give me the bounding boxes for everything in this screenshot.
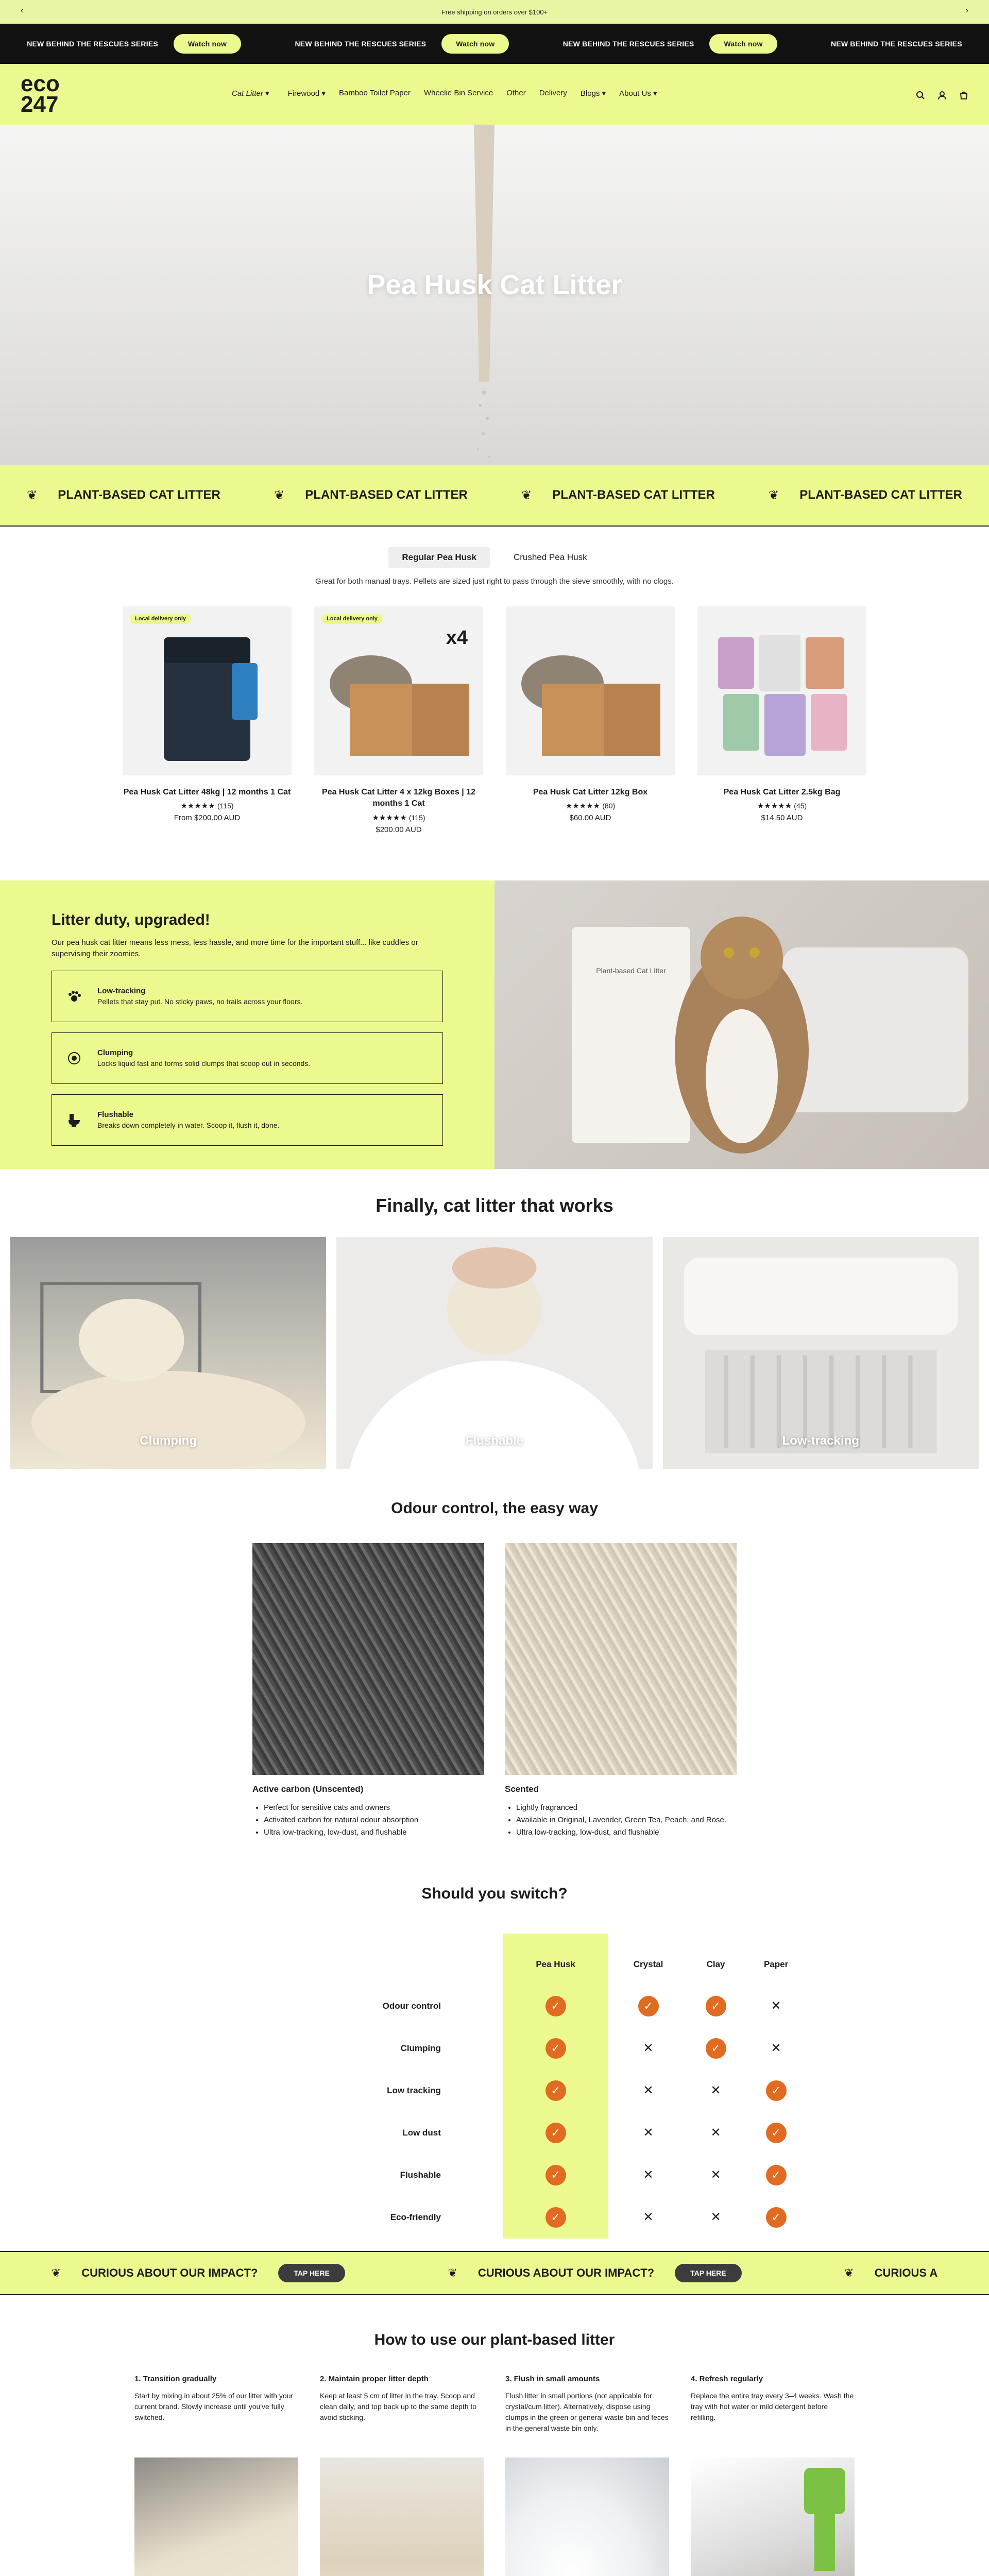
comparison-row [180,2070,809,2112]
option-point: • Available in Original, Lavender, Green Tea, Peach, and Rose. [516,1814,737,1826]
check-icon: ✓ [503,2196,608,2239]
promo-marquee [0,24,989,64]
product-rating: ★★★★★ (115) [180,802,234,811]
prev-arrow-icon[interactable]: ‹ [21,6,24,15]
benefit-card-clumping [10,1237,326,1469]
marquee-text: PLANT-BASED CAT LITTER [552,488,715,502]
step-desc: Keep at least 5 cm of litter in the tray. Scoop and clean daily, and top back up to the same depth to avoid sticking. [320,2391,477,2421]
product-card[interactable] [697,606,866,834]
product-image[interactable] [506,606,675,775]
logo-line-1: eco [21,71,60,97]
comparison-row [180,2196,809,2239]
nav-firewood[interactable]: Firewood ▾ [287,89,326,98]
product-price: $60.00 AUD [569,814,611,823]
cross-icon: ✕ [771,1999,781,2013]
cross-icon: ✕ [771,2041,781,2056]
step-image [320,2458,484,2576]
product-price: $200.00 AUD [376,825,422,834]
check-icon: ✓ [743,2196,809,2239]
marquee-text: PLANT-BASED CAT LITTER [305,488,468,502]
watch-now-button[interactable]: Watch now [174,34,241,54]
hero-title: Pea Husk Cat Litter [367,269,622,300]
logo[interactable] [21,71,77,117]
nav-other[interactable]: Other [506,89,526,97]
comparison-row [180,1985,809,2027]
product-image[interactable] [123,606,292,775]
promo-text: NEW BEHIND THE RESCUES SERIES [562,40,694,48]
header-icons [916,91,968,103]
benefit-cards [0,1237,989,1469]
leaf-icon: ❦ [844,2266,854,2279]
product-name[interactable]: Pea Husk Cat Litter 12kg Box [533,788,648,796]
toilet-icon [62,1108,86,1132]
check-icon: ✓ [688,1985,743,2027]
cross-icon: ✕ [643,2210,654,2225]
marquee-text: PLANT-BASED CAT LITTER [799,488,962,502]
check-icon: ✓ [688,2027,743,2070]
feature-label: Flushable [400,2170,441,2180]
nav-delivery[interactable]: Delivery [539,89,567,97]
nav-about-us[interactable]: About Us ▾ [619,89,657,98]
bag-label: Plant-based Cat Litter [596,966,666,975]
feature-label: Clumping [400,2043,441,2053]
plant-based-marquee [0,465,989,527]
delivery-badge: Local delivery only [321,614,383,624]
promo-item [295,34,509,54]
account-icon[interactable] [937,91,947,103]
feature-label: Low dust [402,2127,441,2138]
litter-type-tabs [0,547,989,568]
step-desc: Replace the entire tray every 3–4 weeks. Wash the tray with hot water or mild detergent before refilling. [691,2391,854,2421]
impact-item: ❦ CURIOUS ABOUT OUR IMPACT? TAP HERE [448,2264,741,2282]
feature-desc: Locks liquid fast and forms solid clumps that scoop out in seconds. [97,1059,311,1068]
delivery-badge: Local delivery only [130,614,191,624]
leaf-icon: ❦ [51,2266,61,2279]
cross-icon: ✕ [710,2210,721,2225]
feature-desc: Pellets that stay put. No sticky paws, no trails across your floors. [97,997,303,1006]
product-grid [0,606,989,834]
comparison-body [180,1985,809,2239]
feature-desc: Breaks down completely in water. Scoop it, flush it, done. [97,1121,280,1130]
tap-here-button[interactable]: TAP HERE [278,2264,345,2282]
product-card[interactable] [123,606,292,834]
main-nav [227,89,657,98]
option-title: Scented [505,1784,539,1794]
check-icon: ✓ [503,2027,608,2070]
col-header-clay: Clay [706,1959,725,1969]
cross-icon: ✕ [643,2041,654,2056]
promo-text: NEW BEHIND THE RESCUES SERIES [27,40,158,48]
col-header-pea-husk: Pea Husk [503,1934,608,1985]
product-rating: ★★★★★ (45) [757,802,807,811]
step-image [691,2458,855,2576]
announcement-bar [0,0,989,24]
tab-description: Great for both manual trays. Pellets are sized just right to pass through the sieve smoothly, with no clogs. [315,577,674,586]
product-image[interactable] [697,606,866,775]
col-header-crystal: Crystal [633,1959,663,1969]
step-card [505,2375,669,2576]
watch-now-button[interactable]: Watch now [441,34,509,54]
step-desc: Start by mixing in about 25% of our litter with your current brand. Slowly increase until you've fully switched. [134,2391,294,2421]
feature-label: Low tracking [387,2085,441,2095]
comparison-row [180,2112,809,2154]
section-title: How to use our plant-based litter [374,2331,615,2348]
card-label: Flushable [465,1433,523,1448]
usage-steps [0,2375,989,2576]
marquee-item [521,488,715,503]
step-card [691,2375,855,2576]
leaf-icon: ❦ [521,488,532,502]
step-card [320,2375,484,2576]
option-point: • Activated carbon for natural odour absorption [264,1814,484,1826]
marquee-item [769,488,962,503]
cat-with-litter-image [494,880,989,1169]
option-point: • Perfect for sensitive cats and owners [264,1802,484,1814]
option-point: • Ultra low-tracking, low-dust, and flushable [516,1826,737,1839]
section-title: Should you switch? [421,1885,568,1902]
step-title: 1. Transition gradually [134,2374,217,2383]
marquee-item [274,488,468,503]
step-image [134,2458,298,2576]
benefit-card-flushable [336,1237,652,1469]
col-header-paper: Paper [763,1959,789,1969]
product-card[interactable] [314,606,483,834]
impact-item: ❦ CURIOUS A [844,2266,938,2279]
next-arrow-icon[interactable]: › [965,6,968,15]
cross-icon: ✕ [710,2126,721,2140]
comparison-row [180,2027,809,2070]
comparison-row [180,2154,809,2196]
cross-icon: ✕ [643,2168,654,2182]
cross-icon: ✕ [643,2126,654,2140]
leaf-icon: ❦ [27,488,38,502]
step-title: 3. Flush in small amounts [505,2374,600,2383]
marquee-text: PLANT-BASED CAT LITTER [58,488,220,502]
check-icon: ✓ [503,2154,608,2196]
check-icon: ✓ [743,2112,809,2154]
step-card [134,2375,298,2576]
nav-wheelie-bin[interactable]: Wheelie Bin Service [423,89,493,97]
feature-label: Odour control [382,2001,441,2011]
option-title: Active carbon (Unscented) [252,1784,364,1794]
step-desc: Flush litter in small portions (not applicable for crystal/cum litter). Alternatively, dispose using clumps in the green or general waste bin and feces in the general waste bin only. [505,2391,669,2432]
nav-blogs[interactable]: Blogs ▾ [580,89,606,98]
odour-option-scented [505,1543,737,1839]
feature-label: Eco-friendly [390,2212,441,2222]
marquee-item [27,488,220,503]
step-image [505,2458,669,2576]
hero-banner [0,125,989,465]
scented-pellets-image [505,1543,737,1775]
feature-title: Low-tracking [97,987,146,996]
leaf-icon: ❦ [274,488,285,502]
card-label: Clumping [140,1433,197,1448]
product-rating: ★★★★★ (115) [372,813,425,822]
impact-marquee [0,2251,989,2295]
cross-icon: ✕ [710,2168,721,2182]
leaf-icon: ❦ [769,488,779,502]
section-title: Odour control, the easy way [391,1499,598,1517]
section-title: Litter duty, upgraded! [52,911,210,928]
cart-icon[interactable] [959,91,968,103]
cross-icon: ✕ [710,2083,721,2098]
product-name[interactable]: Pea Husk Cat Litter 4 x 12kg Boxes | 12 months 1 Cat [322,788,475,808]
feature-clumping [52,1032,443,1084]
card-label: Low-tracking [782,1433,859,1448]
product-card[interactable] [506,606,675,834]
logo-line-2: 247 [21,92,59,117]
search-icon[interactable] [916,91,925,103]
feature-low-tracking [52,971,443,1022]
nav-cat-litter[interactable]: Cat Litter ▾ [232,89,269,98]
product-image[interactable] [314,606,483,775]
promo-text: NEW BEHIND THE RESCUES SERIES [831,40,962,48]
option-point: • Lightly fragranced [516,1802,737,1814]
check-icon: ✓ [503,1985,608,2027]
paw-icon [62,985,86,1008]
site-header [0,64,989,125]
carbon-pellets-image [252,1543,484,1775]
promo-item [563,34,777,54]
clump-icon [62,1046,86,1070]
cross-icon: ✕ [643,2083,654,2098]
section-lead: Our pea husk cat litter means less mess, less hassle, and more time for the important stuff... like cuddles or supervising their zoomies. [52,938,418,959]
litter-duty-content [0,880,494,1169]
section-title: Finally, cat litter that works [376,1194,613,1216]
check-icon: ✓ [503,2112,608,2154]
comparison-table [180,1934,809,2239]
benefit-card-low-tracking [663,1237,979,1469]
product-name[interactable]: Pea Husk Cat Litter 48kg | 12 months 1 Cat [123,788,291,796]
tab-crushed-pea-husk[interactable]: Crushed Pea Husk [513,552,587,562]
odour-options [0,1543,989,1839]
feature-title: Flushable [97,1110,134,1120]
odour-option-carbon [252,1543,484,1839]
leaf-icon: ❦ [448,2266,457,2279]
watch-now-button[interactable]: Watch now [709,34,777,54]
feature-col-header [180,1934,503,1985]
feature-title: Clumping [97,1048,133,1058]
step-title: 4. Refresh regularly [691,2374,763,2383]
check-icon: ✓ [503,2070,608,2112]
step-title: 2. Maintain proper litter depth [320,2374,429,2383]
check-icon: ✓ [743,2070,809,2112]
tap-here-button[interactable]: TAP HERE [675,2264,742,2282]
promo-text: NEW BEHIND THE RESCUES SERIES [295,40,427,48]
product-name[interactable]: Pea Husk Cat Litter 2.5kg Bag [723,788,841,796]
quantity-overlay: x4 [446,627,468,649]
promo-item [27,34,241,54]
impact-item: ❦ CURIOUS ABOUT OUR IMPACT? TAP HERE [52,2264,345,2282]
announcement-text: Free shipping on orders over $100+ [441,8,548,16]
check-icon: ✓ [608,1985,688,2027]
tab-regular-pea-husk[interactable]: Regular Pea Husk [388,547,490,568]
litter-duty-section [0,880,989,1169]
promo-item [831,40,962,48]
nav-bamboo-toilet-paper[interactable]: Bamboo Toilet Paper [338,89,411,97]
product-price: $14.50 AUD [761,814,803,823]
product-rating: ★★★★★ (80) [565,802,616,811]
check-icon: ✓ [743,2154,809,2196]
product-price: From $200.00 AUD [174,814,241,823]
option-point: • Ultra low-tracking, low-dust, and flushable [264,1826,484,1839]
feature-flushable [52,1094,443,1146]
